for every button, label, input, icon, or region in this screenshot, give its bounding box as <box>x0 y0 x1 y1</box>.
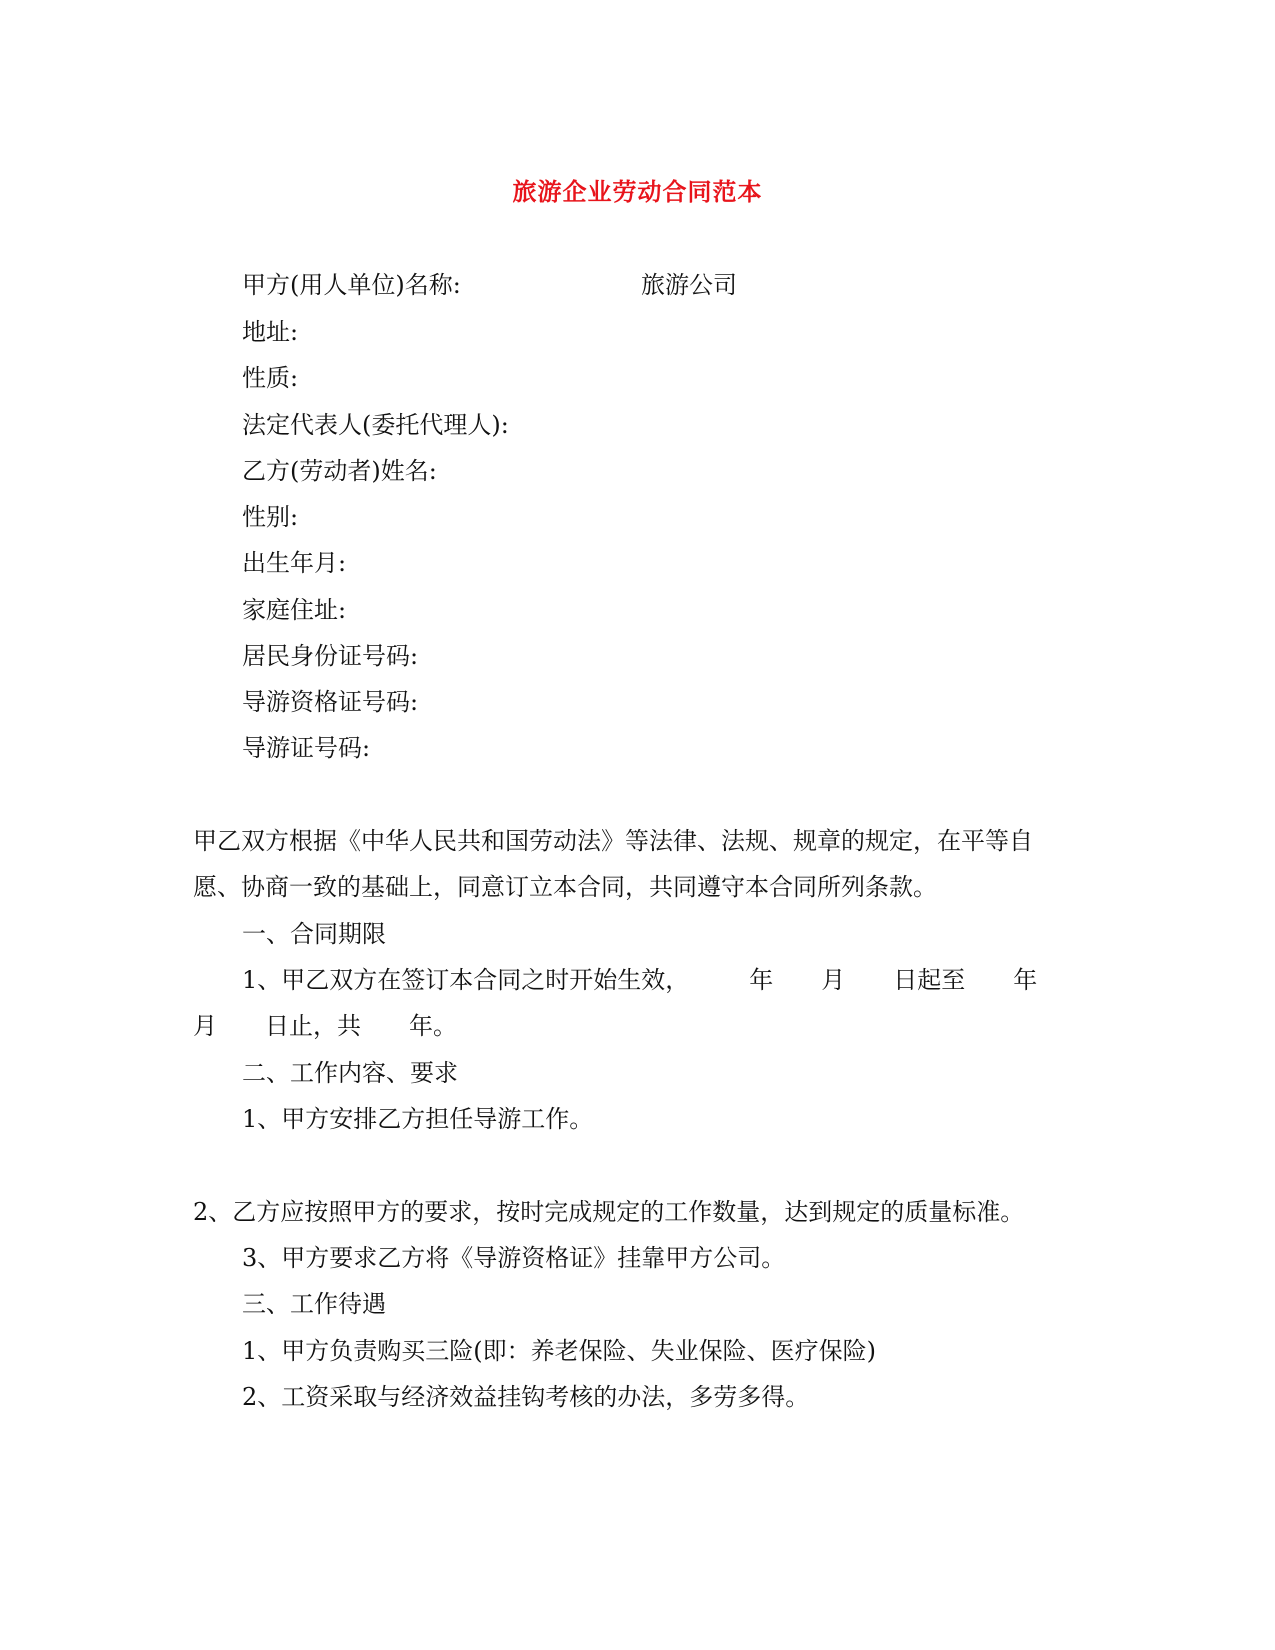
term-years-total: 年。 <box>409 1012 457 1040</box>
address-label: 地址: <box>242 318 299 346</box>
legal-rep-label: 法定代表人(委托代理人): <box>242 411 509 439</box>
gender-label: 性别: <box>242 503 299 531</box>
nature-label: 性质: <box>242 364 299 392</box>
intro-paragraph-line-1: 甲乙双方根据《中华人民共和国劳动法》等法律、法规、规章的规定，在平等自 <box>193 827 1033 855</box>
section-1-heading: 一、合同期限 <box>242 920 386 948</box>
section-3-heading: 三、工作待遇 <box>242 1290 386 1318</box>
party-a-name-value: 旅游公司 <box>641 271 737 299</box>
term-year-end: 年 <box>1013 966 1038 994</box>
party-b-name-label: 乙方(劳动者)姓名: <box>242 457 437 485</box>
term-month-end: 月 <box>193 1012 217 1040</box>
term-day-from: 日起至 <box>893 966 966 994</box>
section-2-item-3: 3、甲方要求乙方将《导游资格证》挂靠甲方公司。 <box>242 1244 786 1272</box>
guide-license-number-label: 导游证号码: <box>242 734 371 762</box>
party-a-name-label: 甲方(用人单位)名称: <box>242 271 461 299</box>
id-number-label: 居民身份证号码: <box>242 642 419 670</box>
section-2-item-2: 2、乙方应按照甲方的要求，按时完成规定的工作数量，达到规定的质量标准。 <box>193 1198 1025 1226</box>
section-3-item-2: 2、工资采取与经济效益挂钩考核的办法，多劳多得。 <box>242 1383 810 1411</box>
birth-date-label: 出生年月: <box>242 549 347 577</box>
term-effective-text: 1、甲乙双方在签订本合同之时开始生效， <box>242 966 690 994</box>
term-day-to: 日止，共 <box>265 1012 361 1040</box>
guide-qualification-number-label: 导游资格证号码: <box>242 688 419 716</box>
document-title: 旅游企业劳动合同范本 <box>512 177 763 206</box>
section-1-item-1-line-2 <box>193 1012 457 1040</box>
intro-paragraph-line-2: 愿、协商一致的基础上，同意订立本合同，共同遵守本合同所列条款。 <box>193 873 937 901</box>
section-2-heading: 二、工作内容、要求 <box>242 1059 458 1087</box>
section-3-item-1: 1、甲方负责购买三险(即：养老保险、失业保险、医疗保险) <box>242 1337 876 1365</box>
section-1-item-1-line-1 <box>242 966 1037 994</box>
home-address-label: 家庭住址: <box>242 596 347 624</box>
term-year-start: 年 <box>749 966 774 994</box>
section-2-item-1: 1、甲方安排乙方担任导游工作。 <box>242 1105 594 1133</box>
term-month-start: 月 <box>821 966 846 994</box>
